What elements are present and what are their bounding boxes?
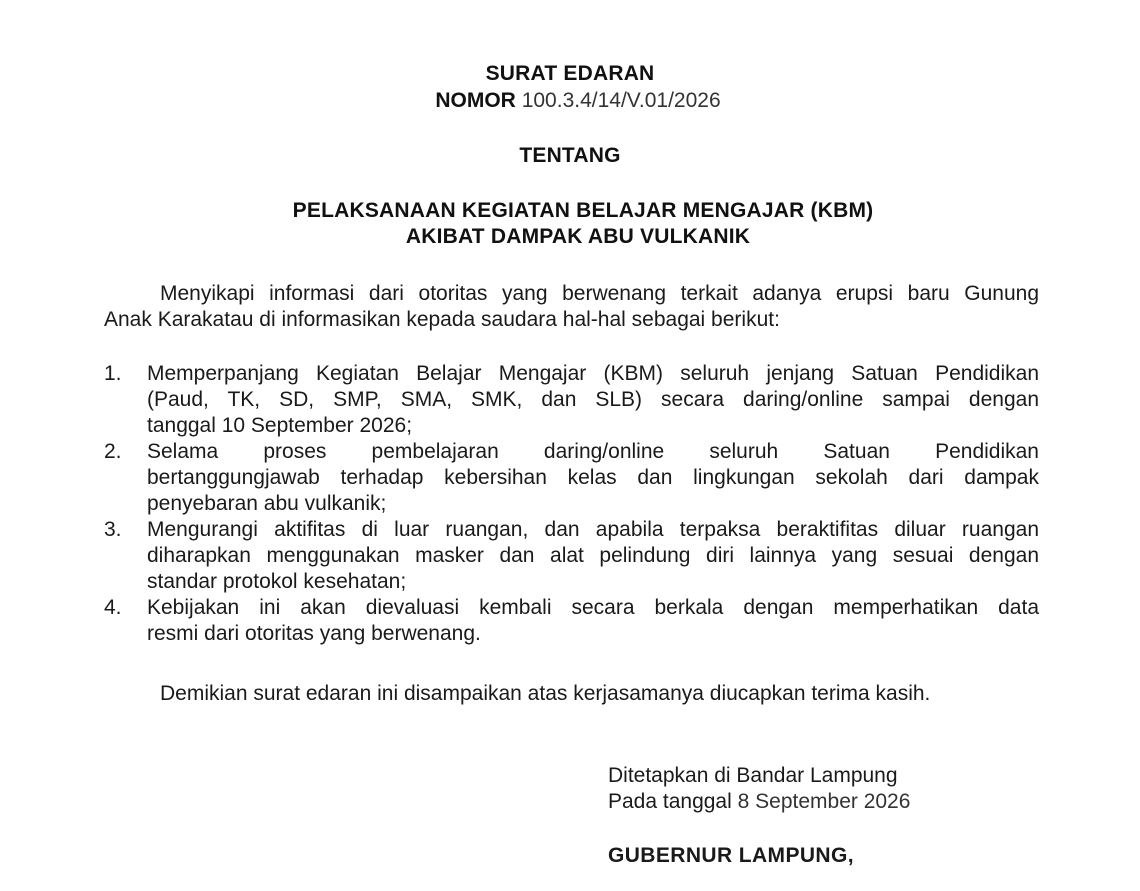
number-value: 100.3.4/14/V.01/2026 — [521, 89, 721, 112]
list-item-1 — [104, 361, 1039, 439]
tentang-heading: TENTANG — [519, 144, 621, 167]
item-line: Kebijakan ini akan dievaluasi kembali secara berkala dengan memperhatikan data — [147, 596, 1039, 619]
document-number — [0, 88, 1140, 114]
item-line: penyebaran abu vulkanik; — [147, 492, 387, 515]
item-line: Mengurangi aktifitas di luar ruangan, dan apabila terpaksa beraktifitas diluar ruangan — [147, 518, 1039, 541]
number-label: NOMOR — [435, 89, 516, 112]
intro-line-2: Anak Karakatau di informasikan kepada saudara hal-hal sebagai berikut: — [104, 308, 780, 331]
item-line: resmi dari otoritas yang berwenang. — [147, 622, 481, 645]
item-line: standar protokol kesehatan; — [147, 570, 407, 593]
item-line: (Paud, TK, SD, SMP, SMA, SMK, dan SLB) secara daring/online sampai dengan — [147, 388, 1039, 411]
item-line: bertanggungjawab terhadap kebersihan kelas dan lingkungan sekolah dari dampak — [147, 466, 1039, 489]
list-item-4 — [104, 595, 1039, 647]
date-value: 8 September 2026 — [737, 790, 911, 813]
signatory-title: GUBERNUR LAMPUNG, — [608, 844, 854, 867]
item-number: 4. — [104, 596, 122, 619]
list-item-3 — [104, 517, 1039, 595]
signoff-date — [608, 789, 1028, 815]
item-number: 1. — [104, 362, 122, 385]
item-line: Selama proses pembelajaran daring/online seluruh Satuan Pendidikan — [147, 440, 1039, 463]
item-number: 2. — [104, 440, 122, 463]
item-line: diharapkan menggunakan masker dan alat pelindung diri lainnya yang sesuai dengan — [147, 544, 1039, 567]
intro-paragraph — [104, 281, 1039, 333]
list-item-2 — [104, 439, 1039, 517]
item-line: Memperpanjang Kegiatan Belajar Mengajar (KBM) seluruh jenjang Satuan Pendidikan — [147, 362, 1039, 385]
document-title: SURAT EDARAN — [485, 62, 655, 85]
signoff-place: Ditetapkan di Bandar Lampung — [608, 764, 898, 787]
subject-line-2: AKIBAT DAMPAK ABU VULKANIK — [405, 225, 751, 248]
intro-line-1: Menyikapi informasi dari otoritas yang berwenang terkait adanya erupsi baru Gunung — [160, 282, 1039, 305]
item-line: tanggal 10 September 2026; — [147, 414, 413, 437]
item-number: 3. — [104, 518, 122, 541]
date-label: Pada tanggal — [608, 790, 732, 813]
closing-statement: Demikian surat edaran ini disampaikan atas kerjasamanya diucapkan terima kasih. — [160, 682, 931, 705]
instruction-list — [104, 361, 1039, 647]
subject-line-1: PELAKSANAAN KEGIATAN BELAJAR MENGAJAR (KBM) — [292, 199, 874, 222]
